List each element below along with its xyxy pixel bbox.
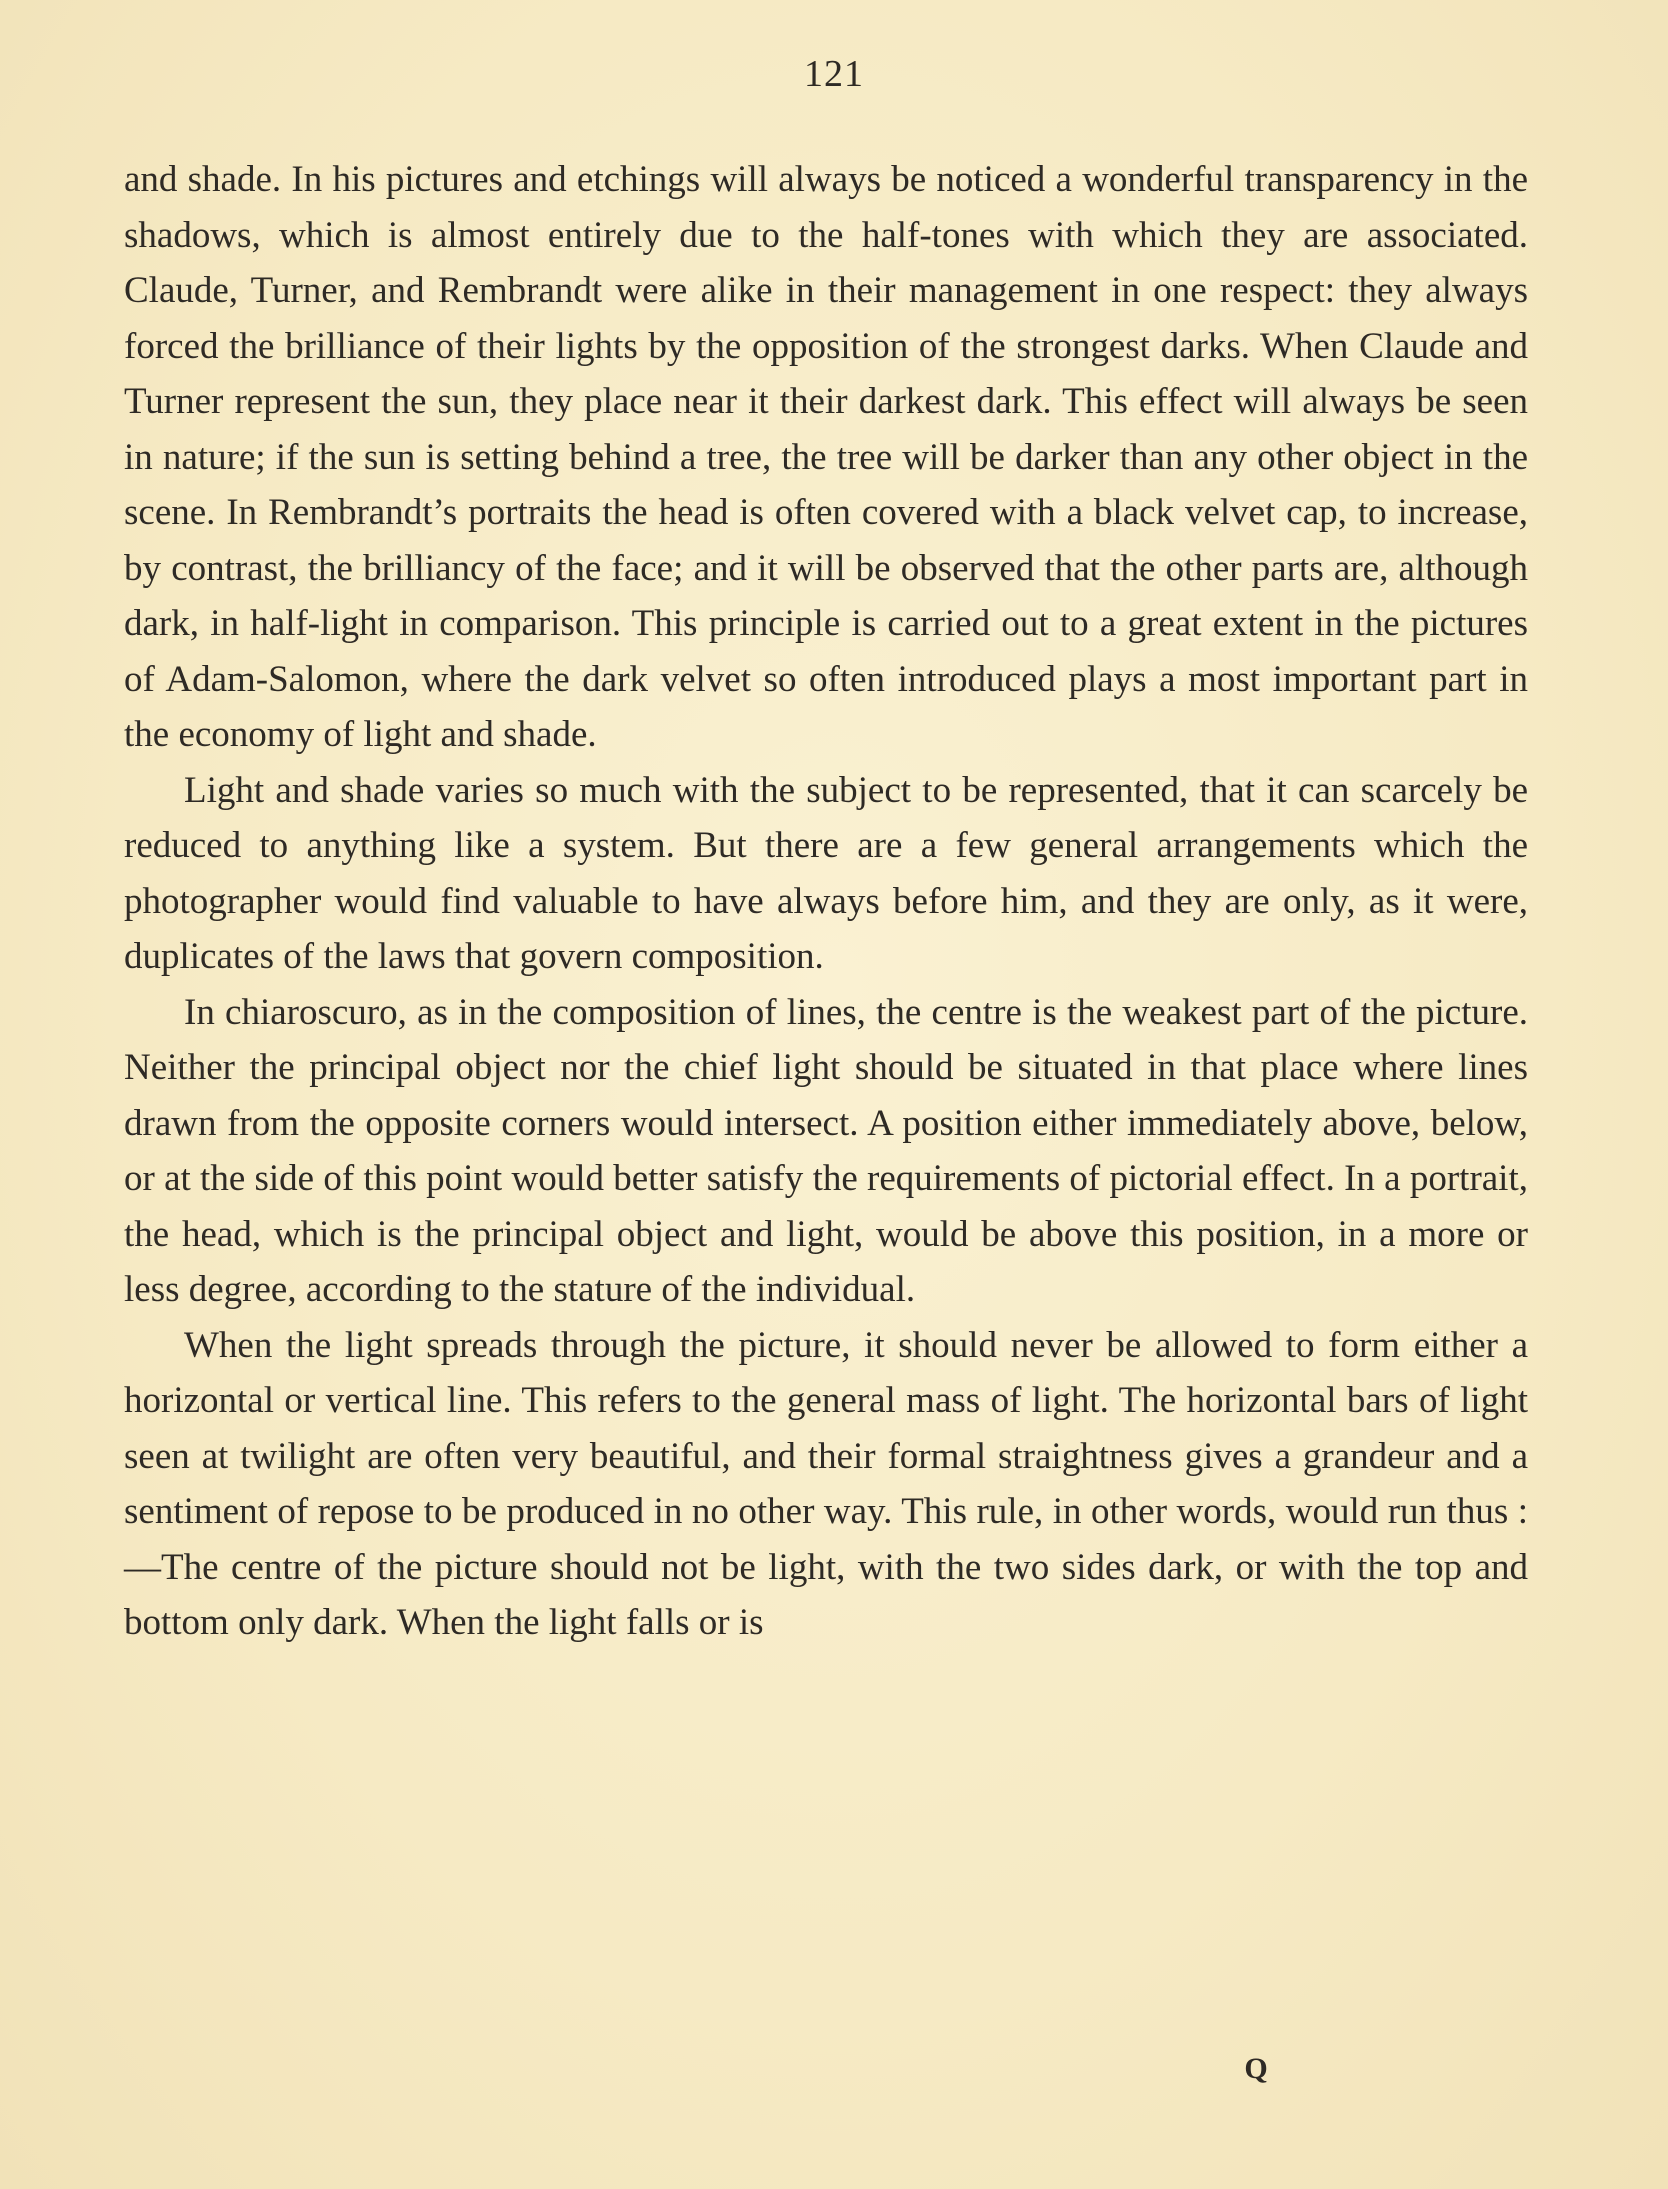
signature-mark: Q — [1244, 2052, 1268, 2085]
paragraph-light-and-shade-system: Light and shade varies so much with the subject to be represented, that it can scarcely be reduced to anything like a system. But there are a few general arrangements which the photographer would find valuable to have always before him, and they are only, as it were, duplicates of the laws that govern composition. — [124, 769, 1528, 977]
body-text — [124, 152, 1528, 1651]
paragraph-continuation: and shade. In his pictures and etchings will always be noticed a wonderful transparency in the shadows, which is almost entirely due to the half-tones with which they are associated. Claude, Turner, and Rembrandt were alike in their management in one respect: they always forced the brilliance of their lights by the opposition of the strongest darks. When Claude and Turner represent the sun, they place near it their darkest dark. This effect will always be seen in nature; if the sun is setting behind a tree, the tree will be darker than any other object in the scene. In Rembrandt’s portraits the head is often covered with a black velvet cap, to increase, by contrast, the brilliancy of the face; and it will be observed that the other parts are, although dark, in half-light in comparison. This principle is carried out to a great extent in the pictures of Adam-Salomon, where the dark velvet so often introduced plays a most important part in the economy of light and shade. — [124, 159, 1528, 755]
page-number: 121 — [804, 53, 864, 95]
paragraph-light-spread: When the light spreads through the picture, it should never be allowed to form either a horizontal or vertical line. This refers to the general mass of light. The horizontal bars of light seen at twilight are often very beautiful, and their formal straightness gives a grandeur and a sentiment of repose to be produced in no other way. This rule, in other words, would run thus :—The centre of the picture should not be light, with the two sides dark, or with the top and bottom only dark. When the light falls or is — [124, 1324, 1528, 1643]
paragraph-chiaroscuro-centre: In chiaroscuro, as in the composition of lines, the centre is the weakest part of the picture. Neither the principal object nor the chief light should be situated in that place where lines drawn from the opposite corners would intersect. A position either immediately above, below, or at the side of this point would better satisfy the requirements of pictorial effect. In a portrait, the head, which is the principal object and light, would be above this position, in a more or less degree, according to the stature of the individual. — [124, 991, 1528, 1310]
